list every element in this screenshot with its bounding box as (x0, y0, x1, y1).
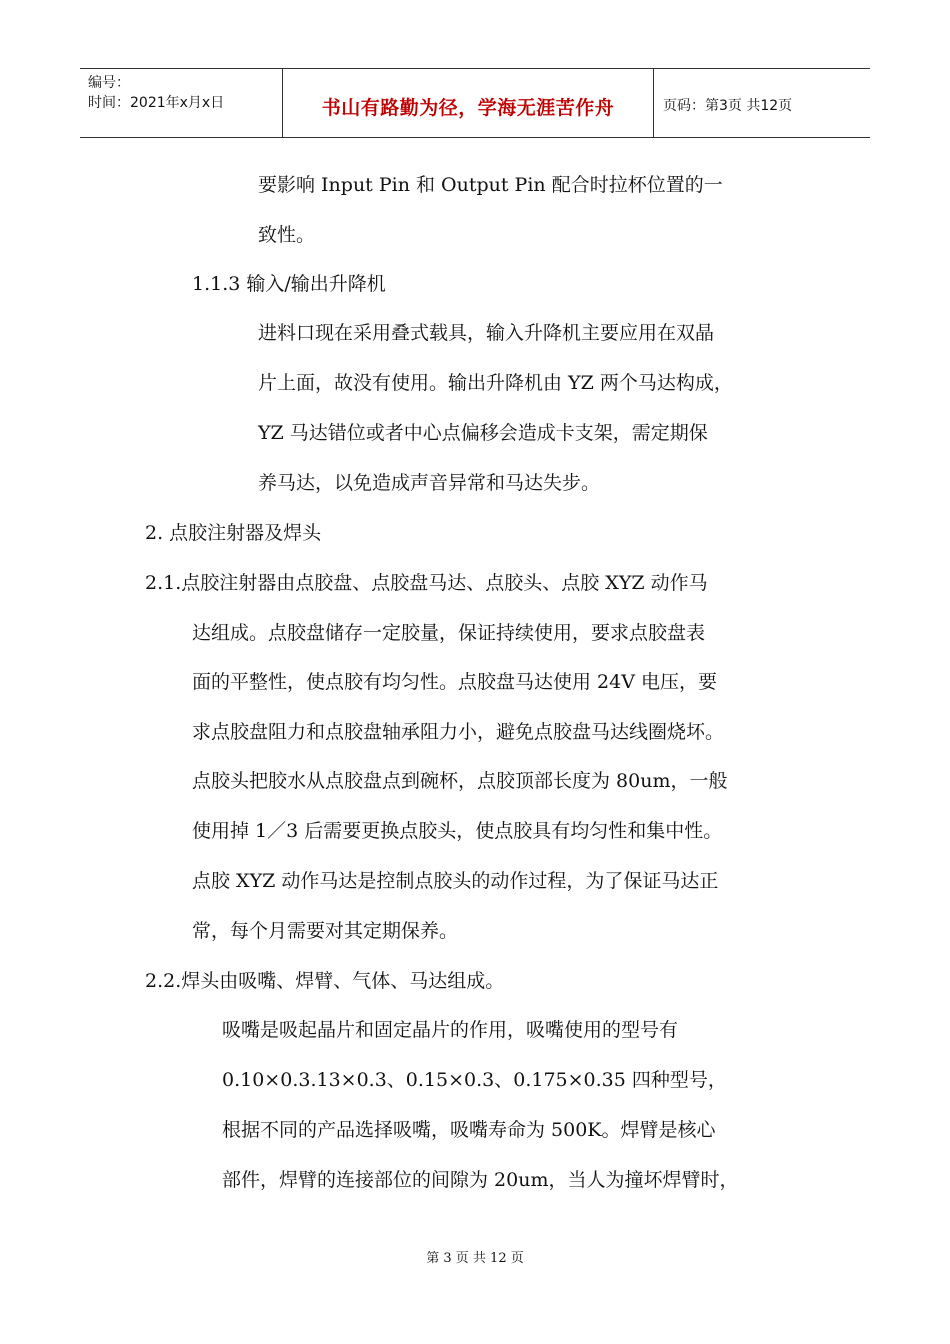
body-line: 进料口现在采用叠式载具，输入升降机主要应用在双晶 (258, 322, 715, 344)
body-line: 求点胶盘阻力和点胶盘轴承阻力小，避免点胶盘马达线圈烧坏。 (192, 721, 725, 743)
body-line: 点胶头把胶水从点胶盘点到碗杯，点胶顶部长度为 80um，一般 (192, 770, 728, 792)
page-footer: 第 3 页 共 12 页 (426, 1251, 524, 1266)
section-heading-1-1-3: 1.1.3 输入/输出升降机 (192, 273, 386, 295)
body-line: 常，每个月需要对其定期保养。 (192, 920, 459, 942)
body-line: 0.10×0.3.13×0.3、0.15×0.3、0.175×0.35 四种型号， (222, 1069, 727, 1091)
header-page-info: 页码：第3页 共12页 (663, 98, 793, 114)
body-line: 养马达，以免造成声音异常和马达失步。 (258, 472, 601, 494)
body-line: 点胶 XYZ 动作马达是控制点胶头的动作过程，为了保证马达正 (192, 870, 719, 892)
header-motto-cell (282, 69, 654, 137)
body-line: 部件，焊臂的连接部位的间隙为 20um，当人为撞坏焊臂时， (222, 1169, 739, 1191)
body-line: 达组成。点胶盘储存一定胶量，保证持续使用，要求点胶盘表 (192, 622, 706, 644)
body-line: 面的平整性，使点胶有均匀性。点胶盘马达使用 24V 电压，要 (192, 671, 717, 693)
body-line: 使用掉 1／3 后需要更换点胶头，使点胶具有均匀性和集中性。 (192, 820, 723, 842)
body-line: 吸嘴是吸起晶片和固定晶片的作用，吸嘴使用的型号有 (222, 1019, 679, 1041)
section-heading-2-1: 2.1.点胶注射器由点胶盘、点胶盘马达、点胶头、点胶 XYZ 动作马 (145, 572, 708, 594)
document-time: 时间：2021年x月x日 (88, 95, 225, 111)
header-page-cell (654, 69, 870, 137)
body-line: 要影响 Input Pin 和 Output Pin 配合时拉杯位置的一 (258, 174, 723, 196)
section-heading-2-2: 2.2.焊头由吸嘴、焊臂、气体、马达组成。 (145, 970, 505, 992)
document-number-label: 编号： (88, 75, 130, 91)
section-heading-2: 2. 点胶注射器及焊头 (145, 522, 322, 544)
page-header (80, 68, 870, 138)
body-line: 片上面，故没有使用。输出升降机由 YZ 两个马达构成， (258, 372, 733, 394)
body-line: YZ 马达错位或者中心点偏移会造成卡支架，需定期保 (258, 422, 708, 444)
header-motto: 书山有路勤为径，学海无涯苦作舟 (321, 97, 615, 119)
header-meta (80, 69, 282, 137)
body-line: 致性。 (258, 224, 316, 246)
body-line: 根据不同的产品选择吸嘴，吸嘴寿命为 500K。焊臂是核心 (222, 1119, 716, 1141)
